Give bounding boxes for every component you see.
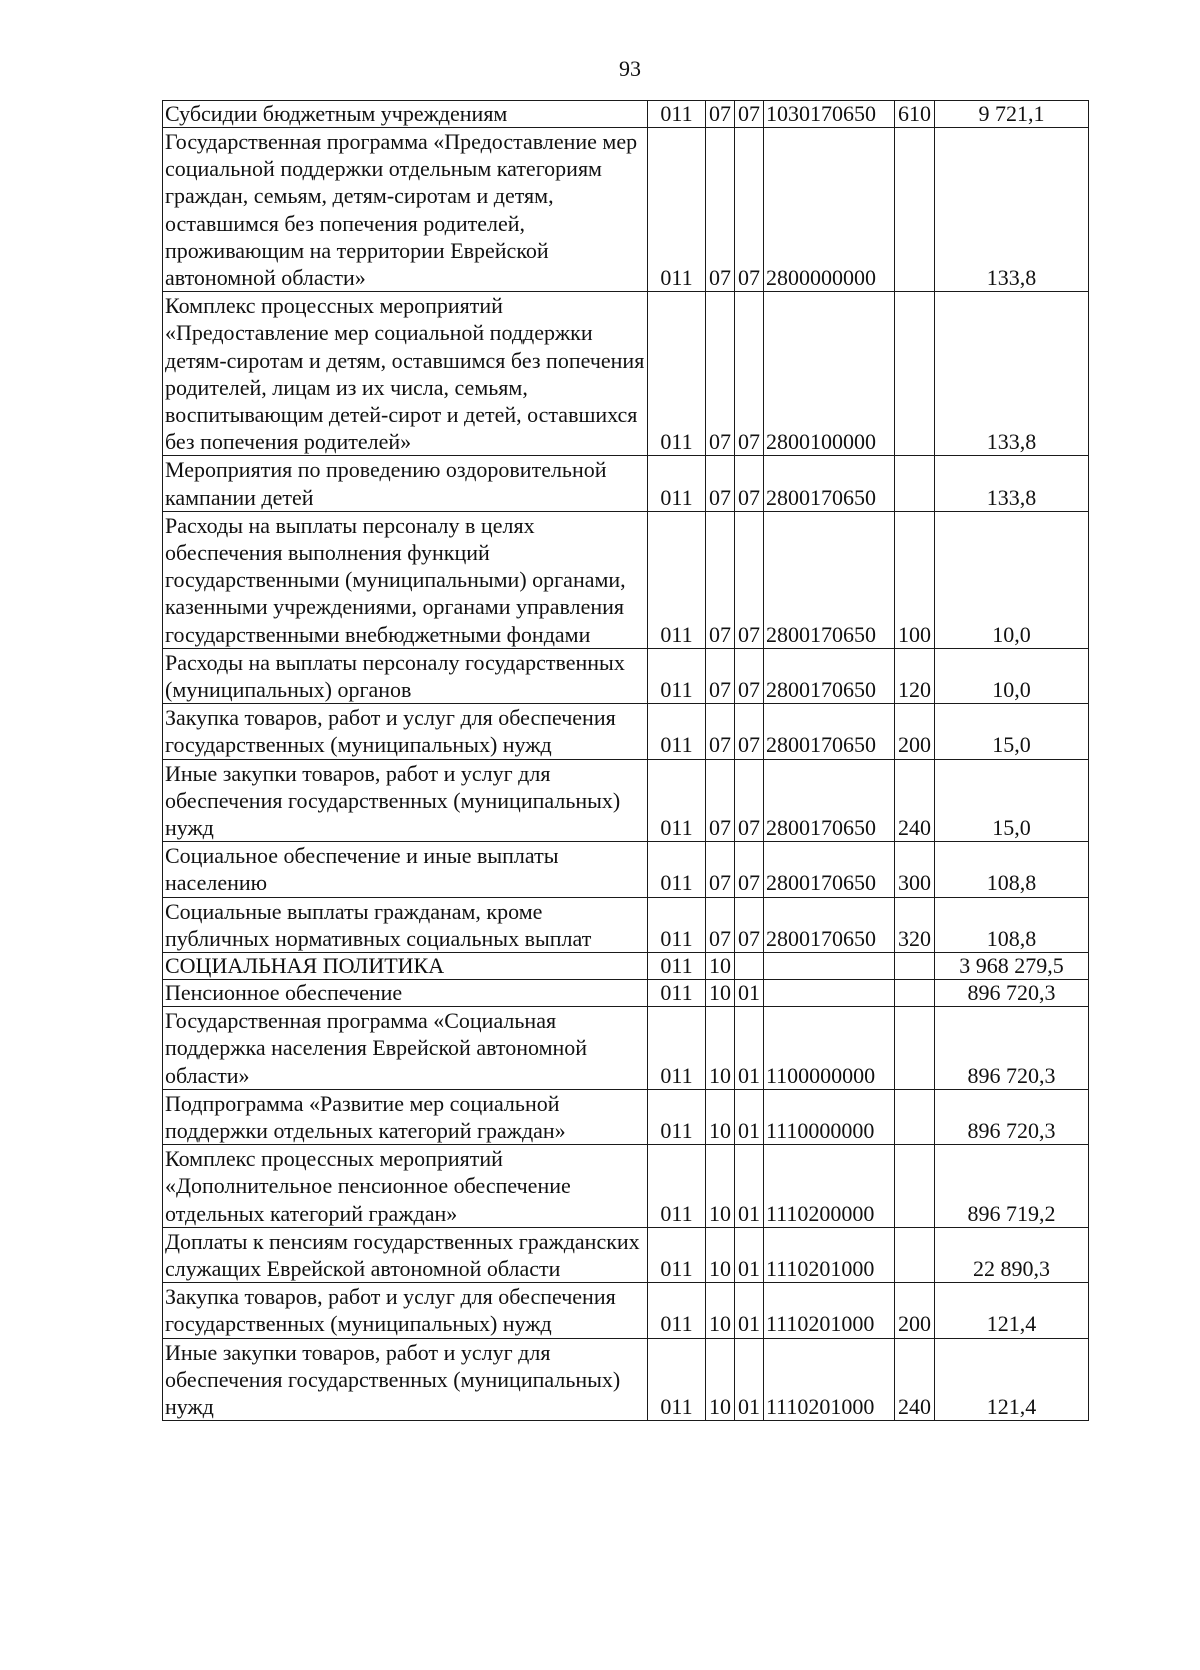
section-code-cell: 10 xyxy=(706,953,735,980)
target-article-code-cell: 2800170650 xyxy=(764,456,895,511)
expense-type-code-cell xyxy=(895,1145,935,1228)
target-article-code-cell: 2800100000 xyxy=(764,292,895,456)
subsection-code-cell: 07 xyxy=(735,704,764,759)
target-article-code-cell: 1100000000 xyxy=(764,1007,895,1090)
expense-type-code-cell: 300 xyxy=(895,842,935,897)
table-row xyxy=(163,1145,1089,1228)
expense-type-code-cell: 100 xyxy=(895,511,935,648)
target-article-code-cell: 2800170650 xyxy=(764,704,895,759)
expense-type-code-cell: 200 xyxy=(895,1283,935,1338)
section-code-cell: 07 xyxy=(706,897,735,952)
table-row xyxy=(163,980,1089,1007)
expense-name-cell: Мероприятия по проведению оздоровительной кампании детей xyxy=(163,456,648,511)
ministry-code-cell: 011 xyxy=(648,292,706,456)
table-row xyxy=(163,1007,1089,1090)
expense-name-cell: Доплаты к пенсиям государственных гражданских служащих Еврейской автономной области xyxy=(163,1227,648,1282)
expense-name-cell: Комплекс процессных мероприятий «Дополнительное пенсионное обеспечение отдельных категорий граждан» xyxy=(163,1145,648,1228)
ministry-code-cell: 011 xyxy=(648,980,706,1007)
table-row xyxy=(163,953,1089,980)
amount-cell: 896 720,3 xyxy=(935,980,1089,1007)
amount-cell: 15,0 xyxy=(935,704,1089,759)
section-code-cell: 07 xyxy=(706,292,735,456)
expense-type-code-cell xyxy=(895,292,935,456)
expense-name-cell: Иные закупки товаров, работ и услуг для обеспечения государственных (муниципальных) нужд xyxy=(163,759,648,842)
subsection-code-cell: 07 xyxy=(735,759,764,842)
subsection-code-cell: 07 xyxy=(735,456,764,511)
ministry-code-cell: 011 xyxy=(648,842,706,897)
ministry-code-cell: 011 xyxy=(648,456,706,511)
table-row xyxy=(163,101,1089,128)
page-number: 93 xyxy=(619,56,641,81)
target-article-code-cell: 1110200000 xyxy=(764,1145,895,1228)
section-code-cell: 10 xyxy=(706,1145,735,1228)
target-article-code-cell: 2800170650 xyxy=(764,842,895,897)
budget-table-body xyxy=(163,101,1089,1421)
section-code-cell: 07 xyxy=(706,128,735,292)
subsection-code-cell: 01 xyxy=(735,1089,764,1144)
section-code-cell: 10 xyxy=(706,1227,735,1282)
target-article-code-cell: 2800170650 xyxy=(764,511,895,648)
expense-name-cell: Комплекс процессных мероприятий «Предоставление мер социальной поддержки детям-сиротам и детям, оставшимся без попечения родителей, лицам из их числа, семьям, воспитывающим детей-сирот и детей, оставшихся без попечения родителей» xyxy=(163,292,648,456)
section-code-cell: 10 xyxy=(706,1283,735,1338)
target-article-code-cell xyxy=(764,953,895,980)
table-row xyxy=(163,704,1089,759)
table-row xyxy=(163,511,1089,648)
expense-type-code-cell xyxy=(895,128,935,292)
ministry-code-cell: 011 xyxy=(648,1283,706,1338)
subsection-code-cell: 07 xyxy=(735,842,764,897)
table-row xyxy=(163,1089,1089,1144)
expense-type-code-cell xyxy=(895,1089,935,1144)
expense-name-cell: Расходы на выплаты персоналу в целях обеспечения выполнения функций государственными (муниципальными) органами, казенными учреждениями, органами управления государственными внебюджетными фондами xyxy=(163,511,648,648)
expense-name-cell: Расходы на выплаты персоналу государственных (муниципальных) органов xyxy=(163,648,648,703)
table-row xyxy=(163,648,1089,703)
amount-cell: 10,0 xyxy=(935,511,1089,648)
table-row xyxy=(163,456,1089,511)
amount-cell: 108,8 xyxy=(935,897,1089,952)
expense-type-code-cell xyxy=(895,980,935,1007)
amount-cell: 133,8 xyxy=(935,292,1089,456)
amount-cell: 22 890,3 xyxy=(935,1227,1089,1282)
subsection-code-cell: 01 xyxy=(735,1338,764,1421)
ministry-code-cell: 011 xyxy=(648,1007,706,1090)
amount-cell: 896 720,3 xyxy=(935,1007,1089,1090)
expense-type-code-cell: 120 xyxy=(895,648,935,703)
expense-name-cell: Подпрограмма «Развитие мер социальной поддержки отдельных категорий граждан» xyxy=(163,1089,648,1144)
section-code-cell: 10 xyxy=(706,1007,735,1090)
amount-cell: 133,8 xyxy=(935,456,1089,511)
section-code-cell: 10 xyxy=(706,980,735,1007)
amount-cell: 121,4 xyxy=(935,1283,1089,1338)
target-article-code-cell: 1110201000 xyxy=(764,1283,895,1338)
expense-name-cell: Государственная программа «Предоставление мер социальной поддержки отдельным категориям граждан, семьям, детям-сиротам и детям, оставшимся без попечения родителей, проживающим на территории Еврейской автономной области» xyxy=(163,128,648,292)
subsection-code-cell: 01 xyxy=(735,1145,764,1228)
expense-type-code-cell xyxy=(895,1227,935,1282)
expense-name-cell: Иные закупки товаров, работ и услуг для обеспечения государственных (муниципальных) нужд xyxy=(163,1338,648,1421)
ministry-code-cell: 011 xyxy=(648,1227,706,1282)
target-article-code-cell: 2800170650 xyxy=(764,759,895,842)
amount-cell: 133,8 xyxy=(935,128,1089,292)
subsection-code-cell: 07 xyxy=(735,101,764,128)
amount-cell: 896 719,2 xyxy=(935,1145,1089,1228)
target-article-code-cell: 1110201000 xyxy=(764,1338,895,1421)
section-code-cell: 07 xyxy=(706,648,735,703)
table-row xyxy=(163,128,1089,292)
ministry-code-cell: 011 xyxy=(648,101,706,128)
expense-type-code-cell: 320 xyxy=(895,897,935,952)
ministry-code-cell: 011 xyxy=(648,1145,706,1228)
ministry-code-cell: 011 xyxy=(648,1089,706,1144)
budget-table xyxy=(162,100,1089,1421)
ministry-code-cell: 011 xyxy=(648,648,706,703)
section-code-cell: 07 xyxy=(706,101,735,128)
target-article-code-cell: 1110201000 xyxy=(764,1227,895,1282)
section-code-cell: 07 xyxy=(706,704,735,759)
amount-cell: 10,0 xyxy=(935,648,1089,703)
ministry-code-cell: 011 xyxy=(648,953,706,980)
target-article-code-cell: 1030170650 xyxy=(764,101,895,128)
ministry-code-cell: 011 xyxy=(648,1338,706,1421)
table-row xyxy=(163,842,1089,897)
section-code-cell: 07 xyxy=(706,842,735,897)
expense-name-cell: Закупка товаров, работ и услуг для обеспечения государственных (муниципальных) нужд xyxy=(163,704,648,759)
section-code-cell: 10 xyxy=(706,1089,735,1144)
ministry-code-cell: 011 xyxy=(648,759,706,842)
table-row xyxy=(163,292,1089,456)
amount-cell: 9 721,1 xyxy=(935,101,1089,128)
subsection-code-cell: 07 xyxy=(735,128,764,292)
subsection-code-cell: 07 xyxy=(735,292,764,456)
expense-name-cell: Субсидии бюджетным учреждениям xyxy=(163,101,648,128)
expense-type-code-cell xyxy=(895,953,935,980)
ministry-code-cell: 011 xyxy=(648,128,706,292)
expense-type-code-cell: 610 xyxy=(895,101,935,128)
expense-name-cell: Социальные выплаты гражданам, кроме публичных нормативных социальных выплат xyxy=(163,897,648,952)
section-code-cell: 10 xyxy=(706,1338,735,1421)
section-code-cell: 07 xyxy=(706,759,735,842)
expense-name-cell: Пенсионное обеспечение xyxy=(163,980,648,1007)
subsection-code-cell: 01 xyxy=(735,1227,764,1282)
amount-cell: 121,4 xyxy=(935,1338,1089,1421)
expense-name-cell: СОЦИАЛЬНАЯ ПОЛИТИКА xyxy=(163,953,648,980)
ministry-code-cell: 011 xyxy=(648,897,706,952)
table-row xyxy=(163,897,1089,952)
subsection-code-cell: 07 xyxy=(735,511,764,648)
expense-name-cell: Закупка товаров, работ и услуг для обеспечения государственных (муниципальных) нужд xyxy=(163,1283,648,1338)
subsection-code-cell: 01 xyxy=(735,1283,764,1338)
amount-cell: 3 968 279,5 xyxy=(935,953,1089,980)
section-code-cell: 07 xyxy=(706,456,735,511)
ministry-code-cell: 011 xyxy=(648,511,706,648)
expense-type-code-cell: 240 xyxy=(895,759,935,842)
section-code-cell: 07 xyxy=(706,511,735,648)
table-row xyxy=(163,759,1089,842)
table-row xyxy=(163,1283,1089,1338)
subsection-code-cell: 07 xyxy=(735,648,764,703)
amount-cell: 15,0 xyxy=(935,759,1089,842)
expense-type-code-cell: 200 xyxy=(895,704,935,759)
subsection-code-cell: 07 xyxy=(735,897,764,952)
expense-name-cell: Государственная программа «Социальная поддержка населения Еврейской автономной области» xyxy=(163,1007,648,1090)
expense-type-code-cell: 240 xyxy=(895,1338,935,1421)
target-article-code-cell: 1110000000 xyxy=(764,1089,895,1144)
subsection-code-cell: 01 xyxy=(735,980,764,1007)
expense-name-cell: Социальное обеспечение и иные выплаты населению xyxy=(163,842,648,897)
target-article-code-cell: 2800170650 xyxy=(764,897,895,952)
target-article-code-cell: 2800000000 xyxy=(764,128,895,292)
subsection-code-cell: 01 xyxy=(735,1007,764,1090)
amount-cell: 896 720,3 xyxy=(935,1089,1089,1144)
subsection-code-cell xyxy=(735,953,764,980)
table-row xyxy=(163,1227,1089,1282)
ministry-code-cell: 011 xyxy=(648,704,706,759)
expense-type-code-cell xyxy=(895,456,935,511)
target-article-code-cell: 2800170650 xyxy=(764,648,895,703)
amount-cell: 108,8 xyxy=(935,842,1089,897)
table-row xyxy=(163,1338,1089,1421)
expense-type-code-cell xyxy=(895,1007,935,1090)
target-article-code-cell xyxy=(764,980,895,1007)
